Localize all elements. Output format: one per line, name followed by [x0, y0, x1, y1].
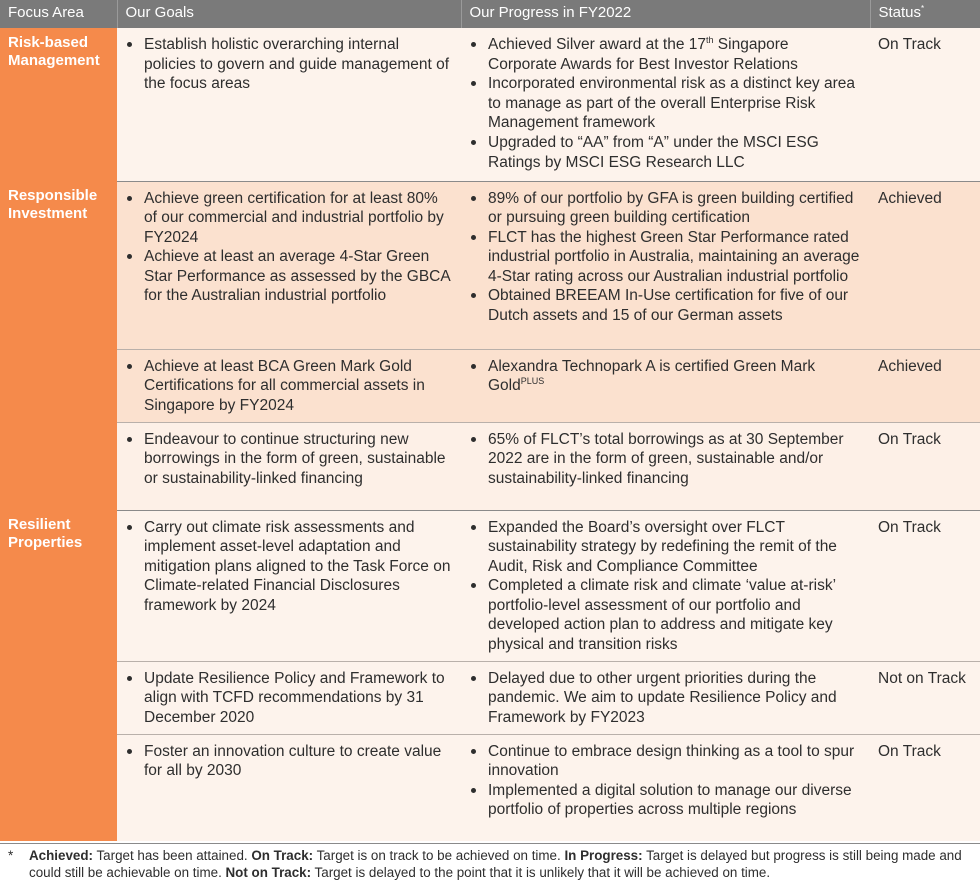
- goals-list: [125, 430, 451, 489]
- status-legend-footnote: [0, 843, 980, 881]
- legend-not-on-track-text: Target is delayed to the point that it is unlikely that it will be achieved on time.: [311, 865, 771, 880]
- table-header-row: [0, 0, 980, 28]
- progress-cell: [461, 422, 870, 510]
- status-cell: On Track: [870, 510, 980, 661]
- progress-text: Singapore Corporate Awards for Best Investor Relations: [488, 36, 798, 73]
- progress-list: [469, 742, 860, 820]
- ordinal-superscript: th: [705, 34, 714, 45]
- goals-list: [125, 189, 451, 307]
- focus-area-resilient-properties: Resilient Properties: [0, 510, 117, 841]
- goals-list: [125, 742, 451, 781]
- goals-cell: [117, 734, 461, 841]
- status-cell: Not on Track: [870, 661, 980, 734]
- goals-cell: [117, 349, 461, 422]
- legend-achieved-label: Achieved:: [29, 848, 93, 863]
- table-row: [0, 661, 980, 734]
- header-our-goals: Our Goals: [117, 0, 461, 28]
- progress-cell: [461, 181, 870, 349]
- table-row: [0, 349, 980, 422]
- goals-list: [125, 518, 451, 616]
- list-item: Upgraded to “AA” from “A” under the MSCI ESG Ratings by MSCI ESG Research LLC: [469, 133, 860, 172]
- list-item: Continue to embrace design thinking as a tool to spur innovation: [469, 742, 860, 781]
- progress-cell: [461, 661, 870, 734]
- legend-not-on-track-label: Not on Track:: [225, 865, 312, 880]
- list-item: Achieve at least an average 4-Star Green Star Performance as assessed by the GBCA for the Australian industrial portfolio: [125, 247, 451, 306]
- plus-superscript: PLUS: [520, 375, 545, 386]
- list-item: [469, 357, 860, 396]
- list-item: FLCT has the highest Green Star Performance rated industrial portfolio in Australia, maintaining an average 4-Star rating across our Australian industrial portfolio: [469, 228, 860, 287]
- header-status: [870, 0, 980, 28]
- focus-area-responsible-investment: Responsible Investment: [0, 181, 117, 510]
- progress-list: [469, 430, 860, 489]
- table-row: [0, 734, 980, 841]
- progress-text: Achieved Silver award at the 17: [488, 36, 706, 53]
- progress-list: [469, 357, 860, 396]
- footnote-text: [6, 847, 974, 881]
- header-our-progress: Our Progress in FY2022: [461, 0, 870, 28]
- header-focus-area: Focus Area: [0, 0, 117, 28]
- progress-list: [469, 518, 860, 655]
- status-cell: On Track: [870, 28, 980, 181]
- status-cell: Achieved: [870, 349, 980, 422]
- goals-cell: [117, 422, 461, 510]
- list-item: Foster an innovation culture to create value for all by 2030: [125, 742, 451, 781]
- status-cell: On Track: [870, 734, 980, 841]
- legend-in-progress-text: Target is delayed but progress is still being made and could still be achievable on time.: [29, 848, 962, 880]
- list-item: Achieve at least BCA Green Mark Gold Certifications for all commercial assets in Singapore by FY2024: [125, 357, 451, 416]
- list-item: Expanded the Board’s oversight over FLCT sustainability strategy by redefining the remit of the Audit, Risk and Compliance Committee: [469, 518, 860, 577]
- legend-on-track-text: Target is on track to be achieved on time.: [313, 848, 565, 863]
- list-item: Implemented a digital solution to manage our diverse portfolio of properties across multiple regions: [469, 781, 860, 820]
- progress-list: [469, 189, 860, 326]
- header-status-footnote-mark: *: [921, 4, 925, 13]
- legend-on-track-label: On Track:: [251, 848, 314, 863]
- list-item: 89% of our portfolio by GFA is green building certified or pursuing green building certification: [469, 189, 860, 228]
- progress-cell: [461, 510, 870, 661]
- list-item: 65% of FLCT’s total borrowings as at 30 September 2022 are in the form of green, sustainable and/or sustainability-linked financing: [469, 430, 860, 489]
- list-item: Delayed due to other urgent priorities during the pandemic. We aim to update Resilience Policy and Framework by FY2023: [469, 669, 860, 728]
- list-item: [469, 35, 860, 74]
- legend-achieved-text: Target has been attained.: [93, 848, 252, 863]
- list-item: Carry out climate risk assessments and implement asset-level adaptation and mitigation plans aligned to the Task Force on Climate-related Financial Disclosures framework by 2024: [125, 518, 451, 616]
- goals-list: [125, 669, 451, 728]
- goals-list: [125, 357, 451, 416]
- progress-cell: [461, 349, 870, 422]
- progress-cell: [461, 734, 870, 841]
- progress-list: [469, 669, 860, 728]
- focus-area-risk-based-management: Risk-based Management: [0, 28, 117, 181]
- progress-cell: [461, 28, 870, 181]
- list-item: Incorporated environmental risk as a distinct key area to manage as part of the overall Enterprise Risk Management framework: [469, 74, 860, 133]
- table-row: [0, 510, 980, 661]
- list-item: Establish holistic overarching internal policies to govern and guide management of the focus areas: [125, 35, 451, 94]
- list-item: Obtained BREEAM In-Use certification for five of our Dutch assets and 15 of our German assets: [469, 286, 860, 325]
- footnote-star: *: [8, 848, 14, 863]
- goals-cell: [117, 181, 461, 349]
- goals-cell: [117, 510, 461, 661]
- table-row: [0, 181, 980, 349]
- goals-list: [125, 35, 451, 94]
- goals-cell: [117, 661, 461, 734]
- table-row: [0, 28, 980, 181]
- legend-in-progress-label: In Progress:: [564, 848, 643, 863]
- status-cell: On Track: [870, 422, 980, 510]
- progress-text: Alexandra Technopark A is certified Green Mark Gold: [488, 357, 816, 395]
- list-item: Endeavour to continue structuring new borrowings in the form of green, sustainable or sustainability-linked financing: [125, 430, 451, 489]
- status-cell: Achieved: [870, 181, 980, 349]
- header-status-label: Status: [878, 4, 922, 21]
- table-row: [0, 422, 980, 510]
- list-item: Update Resilience Policy and Framework to align with TCFD recommendations by 31 December 2020: [125, 669, 451, 728]
- list-item: Completed a climate risk and climate ‘value at-risk’ portfolio-level assessment of our portfolio and developed action plan to address and mitigate key physical and transition risks: [469, 576, 860, 654]
- list-item: Achieve green certification for at least 80% of our commercial and industrial portfolio by FY2024: [125, 189, 451, 248]
- goals-cell: [117, 28, 461, 181]
- progress-list: [469, 35, 860, 172]
